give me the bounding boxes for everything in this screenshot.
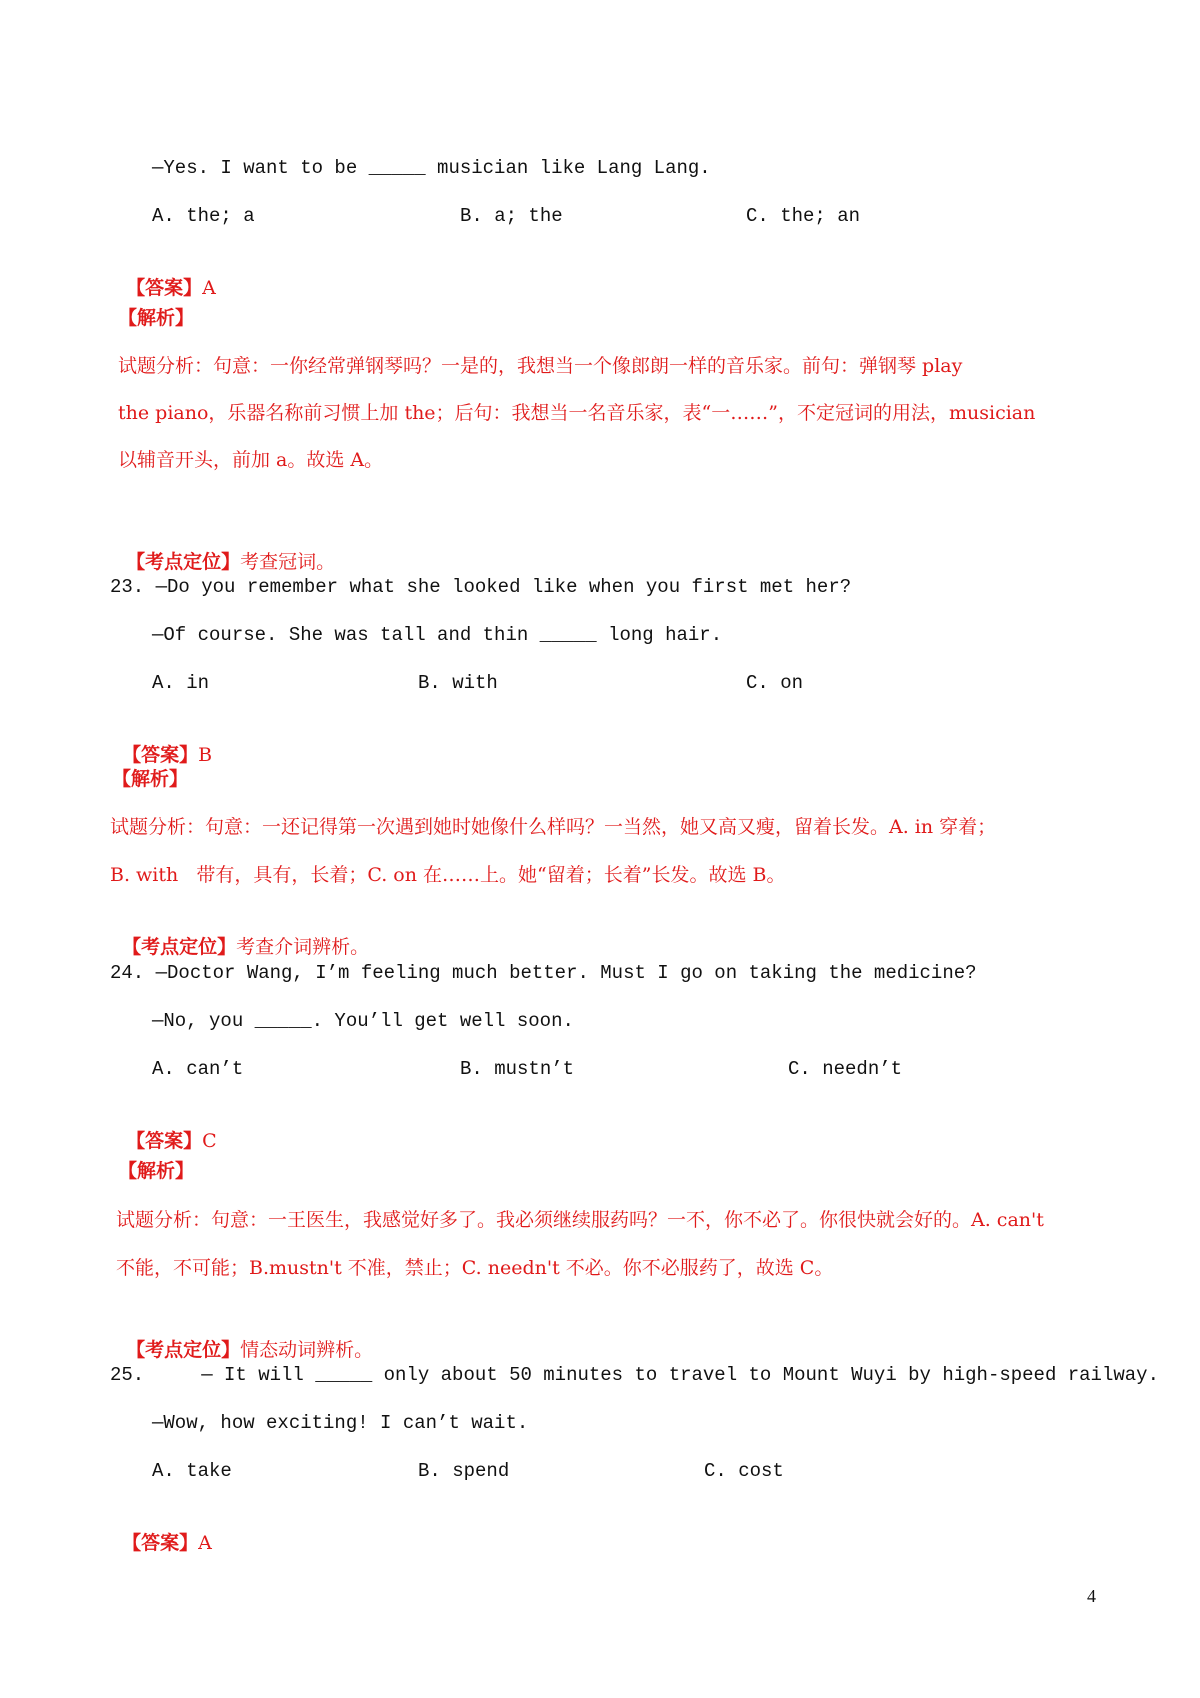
q23-analysis-label: 【解析】	[112, 768, 189, 790]
q24-point	[114, 1314, 373, 1362]
q23-option-c: C. on	[746, 672, 804, 694]
q24-option-b: B. mustn’t	[460, 1058, 575, 1080]
q22-answer	[114, 252, 216, 300]
answer-value: A	[198, 1532, 212, 1554]
point-label: 【考点定位】	[126, 551, 241, 573]
q25-option-b: B. spend	[418, 1460, 510, 1482]
point-label: 【考点定位】	[122, 936, 237, 958]
q25-question: 25. — It will _____ only about 50 minutes to travel to Mount Wuyi by high-speed railway.	[110, 1364, 1159, 1386]
answer-value: C	[202, 1130, 217, 1152]
q22-point	[114, 526, 335, 574]
q25-option-c: C. cost	[704, 1460, 784, 1482]
q24-question: 24. —Doctor Wang, I’m feeling much better. Must I go on taking the medicine?	[110, 962, 977, 984]
q23-analysis-line-1: 试题分析：句意：一还记得第一次遇到她时她像什么样吗？一当然，她又高又瘦，留着长发。A. in 穿着；	[110, 816, 997, 838]
q22-option-b: B. a; the	[460, 205, 563, 227]
answer-value: B	[198, 744, 213, 766]
q23-question: 23. —Do you remember what she looked like when you first met her?	[110, 576, 852, 598]
q23-analysis-line-2: B. with 带有，具有，长着；C. on 在……上。她“留着；长着”长发。故选 B。	[110, 864, 786, 886]
answer-label: 【答案】	[122, 1532, 199, 1554]
q22-option-a: A. the; a	[152, 205, 255, 227]
q22-analysis-line-1: 试题分析：句意：一你经常弹钢琴吗？一是的，我想当一个像郎朗一样的音乐家。前句：弹钢琴 play	[118, 355, 963, 377]
q24-option-c: C. needn’t	[788, 1058, 903, 1080]
point-text: 考查介词辨析。	[236, 936, 370, 958]
q22-option-c: C. the; an	[746, 205, 861, 227]
q22-analysis-label: 【解析】	[118, 307, 195, 329]
q23-option-a: A. in	[152, 672, 210, 694]
q24-analysis-label: 【解析】	[118, 1160, 195, 1182]
point-text: 考查冠词。	[240, 551, 336, 573]
q25-answer-line: —Wow, how exciting! I can’t wait.	[152, 1412, 529, 1434]
q22-analysis-line-3: 以辅音开头，前加 a。故选 A。	[118, 449, 384, 471]
q22-answer-line: —Yes. I want to be _____ musician like Lang Lang.	[152, 157, 711, 179]
q23-answer-line: —Of course. She was tall and thin _____ long hair.	[152, 624, 723, 646]
point-label: 【考点定位】	[126, 1339, 241, 1361]
point-text: 情态动词辨析。	[240, 1339, 374, 1361]
answer-label: 【答案】	[126, 1130, 203, 1152]
q24-analysis-line-1: 试题分析：句意：一王医生，我感觉好多了。我必须继续服药吗？一不，你不必了。你很快就会好的。A. can't	[116, 1209, 1044, 1231]
q22-analysis-line-2: the piano，乐器名称前习惯上加 the；后句：我想当一名音乐家，表“一……”，不定冠词的用法，musician	[118, 402, 1036, 424]
answer-label: 【答案】	[126, 277, 203, 299]
q24-answer	[114, 1105, 217, 1153]
q25-option-a: A. take	[152, 1460, 232, 1482]
q25-answer	[110, 1507, 212, 1555]
answer-label: 【答案】	[122, 744, 199, 766]
q24-answer-line: —No, you _____. You’ll get well soon.	[152, 1010, 574, 1032]
q23-answer	[110, 719, 212, 767]
q23-point	[110, 911, 369, 959]
q24-analysis-line-2: 不能，不可能；B.mustn't 不准，禁止；C. needn't 不必。你不必服药了，故选 C。	[116, 1257, 834, 1279]
q23-option-b: B. with	[418, 672, 498, 694]
page-number: 4	[1087, 1586, 1096, 1606]
answer-value: A	[202, 277, 216, 299]
q24-option-a: A. can’t	[152, 1058, 244, 1080]
